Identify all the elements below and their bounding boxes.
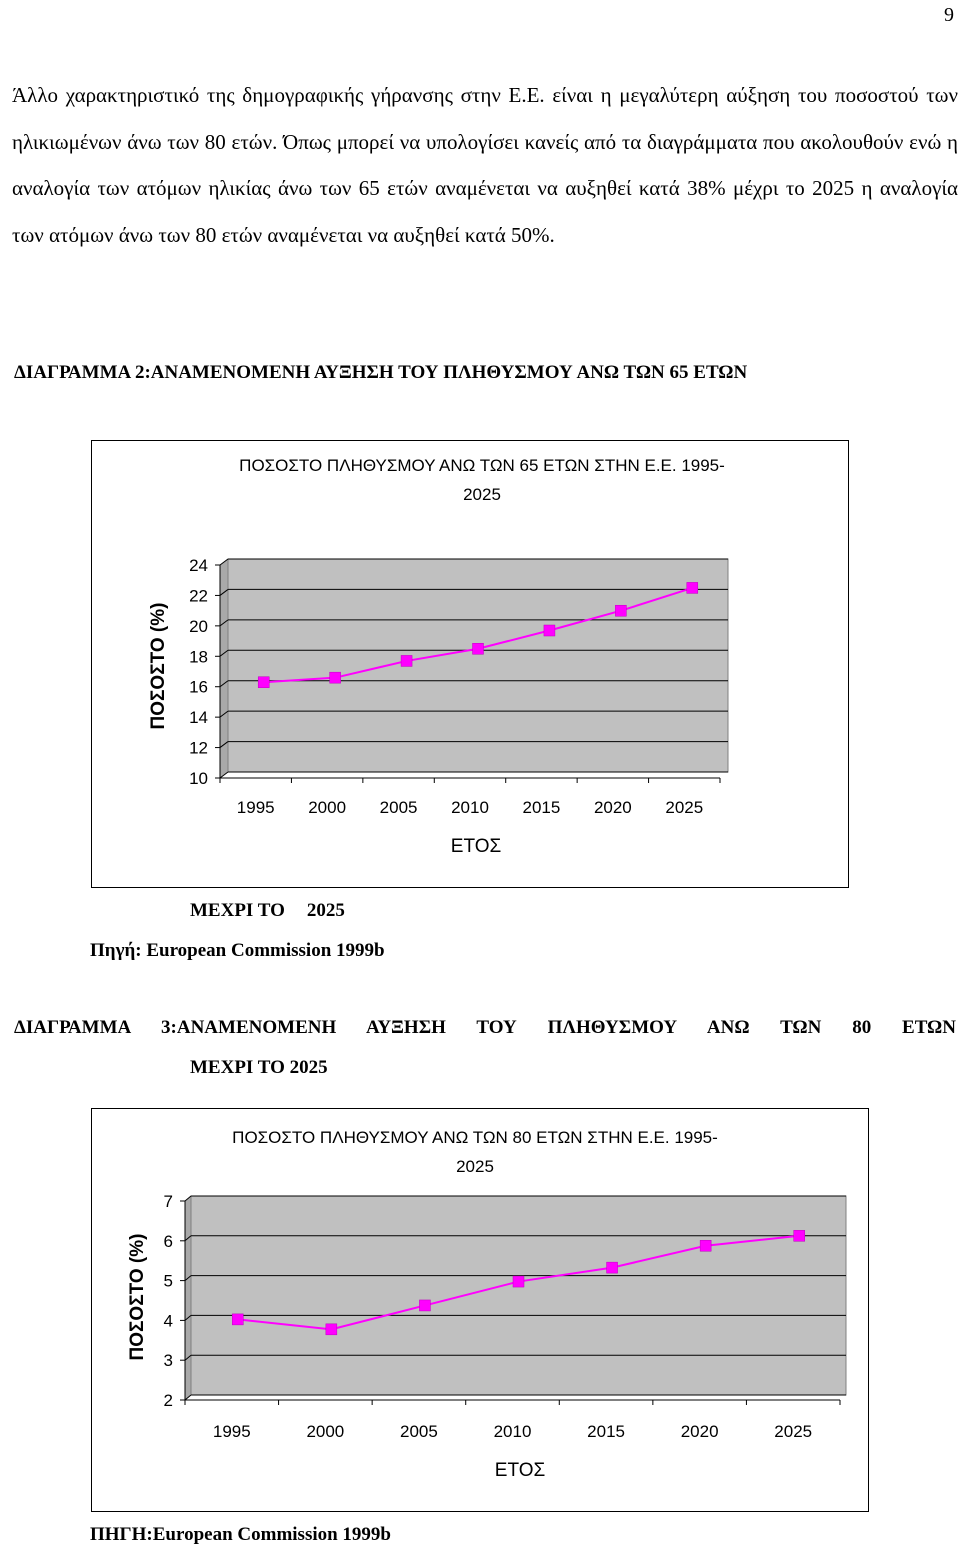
diagram2-source: Πηγή: European Commission 1999b (90, 940, 385, 961)
diagram2-heading-cont-b: 2025 (306, 900, 345, 921)
chart1-y-tick-label: 16 (189, 677, 208, 697)
chart1-title (92, 451, 872, 509)
chart1-y-axis-title: ΠΟΣΟΣΤΟ (%) (148, 602, 169, 730)
chart2-x-tick-label: 2000 (306, 1422, 345, 1441)
chart2-x-tick-label: 2005 (400, 1422, 438, 1441)
chart1-frame (91, 440, 849, 888)
chart2-y-tick-label: 2 (163, 1391, 173, 1410)
chart1-title-line1: ΠΟΣΟΣΤΟ ΠΛΗΘΥΣΜΟΥ ΑΝΩ ΤΩΝ 65 ΕΤΩΝ ΣΤΗΝ Ε.Ε. 1995- (239, 456, 725, 475)
chart1-y-tick-label: 14 (189, 708, 208, 728)
diagram3-heading-cont: ΜΕΧΡΙ ΤΟ 2025 (190, 1057, 328, 1078)
chart1-y-tick-label: 24 (189, 556, 208, 575)
chart2-x-tick-label: 2020 (680, 1422, 719, 1441)
chart2-frame (91, 1108, 869, 1512)
chart2-y-tick-label: 6 (163, 1231, 173, 1251)
chart1-x-tick-label: 2020 (593, 798, 632, 817)
chart2-y-tick-label: 4 (163, 1311, 173, 1331)
diagram2-heading-cont-a: ΜΕΧΡΙ ΤΟ (190, 900, 285, 921)
chart1-x-tick-label: 2005 (379, 798, 418, 817)
page-number: 9 (944, 4, 954, 26)
chart2-title (92, 1123, 858, 1181)
chart1-x-tick-label: 1995 (236, 798, 275, 817)
chart1-x-axis-title: ΕΤΟΣ (450, 836, 502, 857)
diagram3-source: ΠΗΓΗ:European Commission 1999b (90, 1524, 392, 1545)
chart2-x-tick-label: 2015 (587, 1422, 625, 1441)
chart2-y-tick-label: 3 (163, 1351, 173, 1371)
chart2-x-tick-label: 2025 (774, 1422, 813, 1441)
chart1-y-tick-label: 22 (189, 586, 208, 606)
chart1-y-tick-label: 10 (189, 769, 208, 788)
chart2-y-tick-label: 7 (163, 1192, 173, 1211)
chart1-y-tick-label: 18 (189, 647, 208, 667)
chart2-title-line2: 2025 (456, 1157, 494, 1176)
body-paragraph: Άλλο χαρακτηριστικό της δημογραφικής γήρανσης στην Ε.Ε. είναι η μεγαλύτερη αύξηση του ποσοστού των ηλικιωμένων άνω των 80 ετών. Όπως μπορεί να υπολογίσει κανείς από τα διαγράμματα που ακολουθούν ενώ η αναλογία των ατόμων ηλικίας άνω των 65 ετών αναμένεται να αυξηθεί κατά 38% μέχρι το 2025 η αναλογία των ατόμων άνω των 80 ετών αναμένεται να αυξηθεί κατά 50%. (12, 83, 958, 247)
chart2-x-tick-label: 1995 (212, 1422, 251, 1441)
chart1-x-tick-label: 2025 (665, 798, 704, 817)
chart1-x-tick-label: 2010 (451, 798, 489, 817)
chart1-x-tick-label: 2000 (308, 798, 347, 817)
chart1-title-line2: 2025 (463, 485, 501, 504)
chart2-x-axis-title: ΕΤΟΣ (494, 1460, 546, 1481)
chart1-y-tick-label: 12 (189, 738, 208, 758)
chart2-y-tick-label: 5 (163, 1271, 173, 1291)
chart1-x-tick-label: 2015 (522, 798, 561, 817)
diagram2-heading: ΔΙΑΓΡΑΜΜΑ 2:ΑΝΑΜΕΝΟΜΕΝΗ ΑΥΞΗΣΗ ΤΟΥ ΠΛΗΘΥΣΜΟΥ ΑΝΩ ΤΩΝ 65 ΕΤΩΝ (14, 362, 748, 383)
chart2-x-tick-label: 2010 (493, 1422, 532, 1441)
chart2-title-line1: ΠΟΣΟΣΤΟ ΠΛΗΘΥΣΜΟΥ ΑΝΩ ΤΩΝ 80 ΕΤΩΝ ΣΤΗΝ Ε.Ε. 1995- (232, 1128, 718, 1147)
chart2-y-axis-title: ΠΟΣΟΣΤΟ (%) (127, 1233, 148, 1361)
diagram3-heading: ΔΙΑΓΡΑΜΜΑ 3:ΑΝΑΜΕΝΟΜΕΝΗ ΑΥΞΗΣΗ ΤΟΥ ΠΛΗΘΥΣΜΟΥ ΑΝΩ ΤΩΝ 80 ΕΤΩΝ (14, 1017, 956, 1038)
diagram2-heading-cont (190, 900, 345, 922)
chart1-y-tick-label: 20 (189, 616, 208, 636)
